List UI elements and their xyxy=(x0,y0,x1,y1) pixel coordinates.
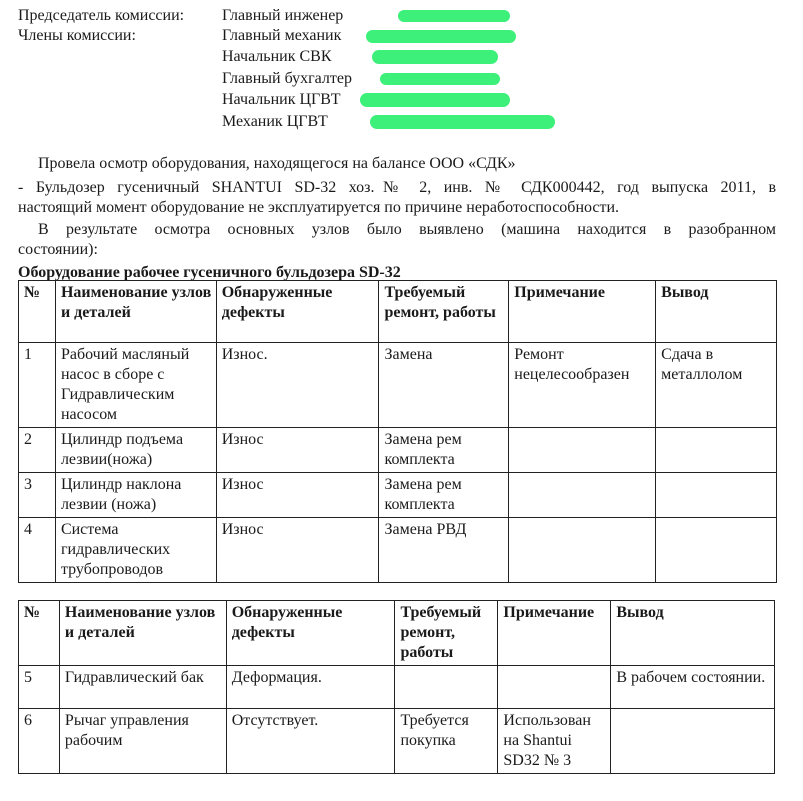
header-conclusion: Вывод xyxy=(611,601,775,666)
cell-note xyxy=(509,428,656,473)
cell-note: Ремонт нецелесообразен xyxy=(509,343,656,428)
equipment-table-2 xyxy=(18,600,775,774)
cell-repair: Замена рем комплекта xyxy=(379,473,509,518)
cell-conclusion: В рабочем состоянии. xyxy=(611,666,775,709)
cell-conclusion xyxy=(656,473,777,518)
role-cgvt-head: Начальник ЦГВТ xyxy=(222,91,341,108)
section-title: Оборудование рабочее гусеничного бульдозера SD-32 xyxy=(18,264,401,281)
header-conclusion: Вывод xyxy=(656,281,777,343)
cell-conclusion: Сдача в металлолом xyxy=(656,343,777,428)
cell-part-name: Рабочий масляный насос в сборе с Гидравлическим насосом xyxy=(55,343,216,428)
cell-number: 3 xyxy=(19,473,56,518)
cell-part-name: Рычаг управления рабочим xyxy=(59,709,226,774)
header-note: Примечание xyxy=(498,601,611,666)
header-repair: Требуемый ремонт, работы xyxy=(379,281,509,343)
redaction-mark xyxy=(370,115,555,129)
members-label: Члены комиссии: xyxy=(18,27,136,44)
cell-part-name: Гидравлический бак xyxy=(59,666,226,709)
header-part-name: Наименование узлов и деталей xyxy=(59,601,226,666)
cell-repair: Замена xyxy=(379,343,509,428)
cell-part-name: Система гидравлических трубопроводов xyxy=(55,518,216,583)
intro-line-4: В результате осмотра основных узлов было выявлено (машина находится в разобранном xyxy=(38,221,776,238)
intro-line-5: состоянии): xyxy=(18,241,98,258)
table-header-row xyxy=(19,601,775,666)
role-cgvt-mechanic: Механик ЦГВТ xyxy=(222,113,328,130)
header-defects: Обнаруженные дефекты xyxy=(216,281,379,343)
chair-label: Председатель комиссии: xyxy=(18,7,185,24)
intro-line-3: настоящий момент оборудование не эксплуатируется по причине неработоспособности. xyxy=(18,199,620,216)
header-number: № xyxy=(19,281,56,343)
cell-defects: Износ xyxy=(216,518,379,583)
cell-part-name: Цилиндр подъема лезвии(ножа) xyxy=(55,428,216,473)
cell-note xyxy=(509,473,656,518)
cell-note xyxy=(498,666,611,709)
intro-line-2: - Бульдозер гусеничный SHANTUI SD-32 хоз.№ 2, инв. № СДК000442, год выпуска 2011, в xyxy=(18,179,776,196)
cell-conclusion xyxy=(611,709,775,774)
cell-number: 1 xyxy=(19,343,56,428)
cell-number: 6 xyxy=(19,709,60,774)
cell-repair xyxy=(395,666,498,709)
header-part-name: Наименование узлов и деталей xyxy=(55,281,216,343)
cell-conclusion xyxy=(656,518,777,583)
cell-note xyxy=(509,518,656,583)
intro-line-1: Провела осмотр оборудования, находящегося на балансе ООО «СДК» xyxy=(38,155,516,172)
equipment-table-1 xyxy=(18,280,777,583)
redaction-mark xyxy=(360,93,510,107)
table-row xyxy=(19,473,777,518)
cell-defects: Деформация. xyxy=(226,666,395,709)
role-chief-accountant: Главный бухгалтер xyxy=(222,70,352,87)
cell-defects: Износ. xyxy=(216,343,379,428)
table-row xyxy=(19,343,777,428)
role-svk-head: Начальник СВК xyxy=(222,48,332,65)
table-header-row xyxy=(19,281,777,343)
cell-repair: Замена рем комплекта xyxy=(379,428,509,473)
cell-repair: Требуется покупка xyxy=(395,709,498,774)
cell-defects: Отсутствует. xyxy=(226,709,395,774)
cell-note: Использован на Shantui SD32 № 3 xyxy=(498,709,611,774)
redaction-mark xyxy=(380,73,500,85)
cell-repair: Замена РВД xyxy=(379,518,509,583)
cell-part-name: Цилиндр наклона лезвии (ножа) xyxy=(55,473,216,518)
header-number: № xyxy=(19,601,60,666)
cell-number: 2 xyxy=(19,428,56,473)
table-row xyxy=(19,666,775,709)
cell-defects: Износ xyxy=(216,428,379,473)
table-row xyxy=(19,709,775,774)
cell-number: 4 xyxy=(19,518,56,583)
cell-number: 5 xyxy=(19,666,60,709)
header-defects: Обнаруженные дефекты xyxy=(226,601,395,666)
cell-defects: Износ xyxy=(216,473,379,518)
redaction-mark xyxy=(398,10,510,22)
redaction-mark xyxy=(366,30,516,43)
redaction-mark xyxy=(372,50,498,64)
header-repair: Требуемый ремонт, работы xyxy=(395,601,498,666)
table-row xyxy=(19,518,777,583)
cell-conclusion xyxy=(656,428,777,473)
table-row xyxy=(19,428,777,473)
header-note: Примечание xyxy=(509,281,656,343)
role-chief-engineer: Главный инженер xyxy=(222,7,344,24)
role-chief-mechanic: Главный механик xyxy=(222,27,342,44)
